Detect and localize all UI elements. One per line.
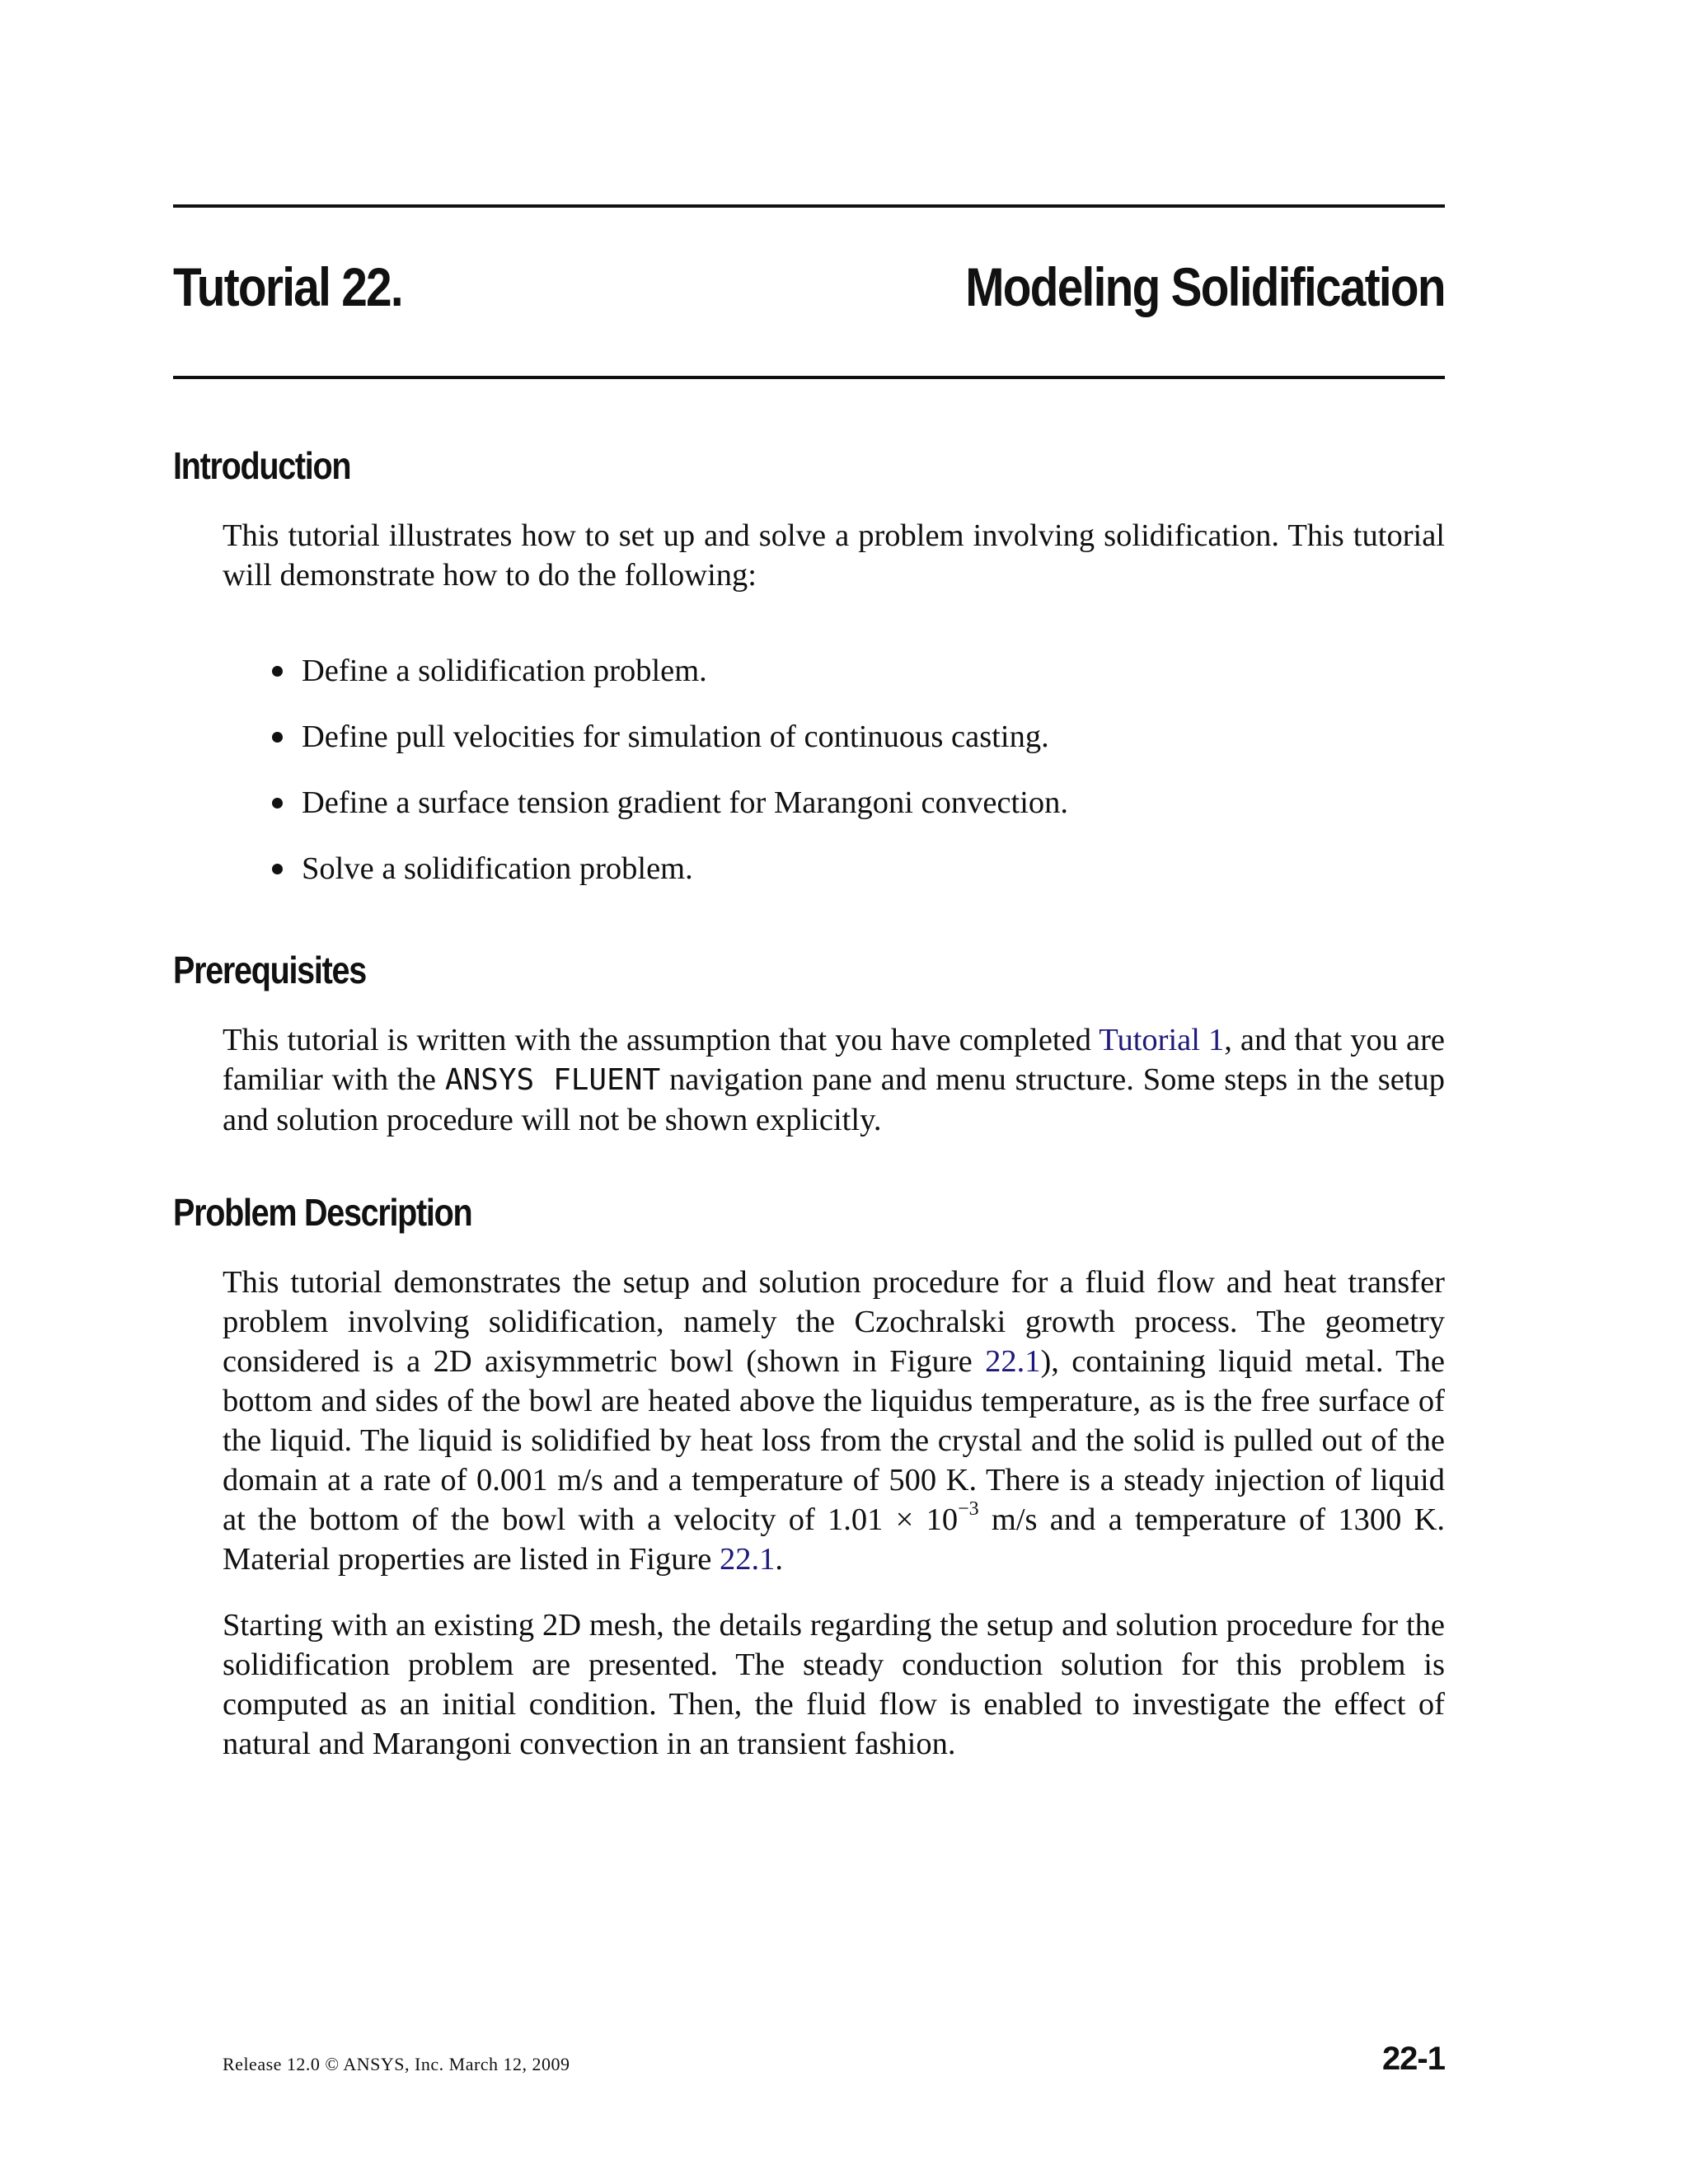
problem-description-paragraph-2: Starting with an existing 2D mesh, the details regarding the setup and solution procedure for the solidification problem are presented. The steady conduction solution for this problem is computed as an initial condition. Then, the fluid flow is enabled to investigate the effect of natural and Marangoni convection in an transient fashion. — [223, 1608, 1445, 1761]
page-number: 22-1 — [1381, 2041, 1445, 2077]
bullet-icon — [272, 798, 283, 808]
release-footer: Release 12.0 © ANSYS, Inc. March 12, 2009 — [223, 2054, 570, 2074]
bullet-icon — [272, 864, 283, 874]
problem-text-4: . — [775, 1542, 783, 1577]
exponent: −3 — [958, 1498, 979, 1521]
objectives-list — [265, 651, 1068, 915]
prereq-text-1: This tutorial is written with the assumption that you have completed — [223, 1023, 1100, 1057]
prerequisites-paragraph — [223, 1020, 1445, 1140]
problem-text-2: ), containing liquid metal. The bottom and sides of the bowl are heated above the liquidus temperature, as is the free surface of the liquid. The liquid is solidified by heat loss from the crystal and the solid is pulled out of the domain at a rate of 0.001 m/s and a temperature of 500 K. There is a steady injection of liquid at the bottom of the bowl with a velocity of 1.01 × 10 — [223, 1344, 1445, 1537]
bullet-icon — [272, 666, 283, 677]
bottom-rule — [173, 376, 1445, 379]
tutorial-1-link[interactable]: Tutorial 1 — [1099, 1023, 1225, 1057]
product-name: ANSYS FLUENT — [444, 1063, 661, 1097]
prerequisites-heading: Prerequisites — [173, 949, 366, 991]
figure-22-1-link[interactable]: 22.1 — [985, 1344, 1041, 1379]
list-item-text: Define a solidification problem. — [302, 654, 707, 688]
problem-description-paragraph-1 — [223, 1263, 1445, 1579]
introduction-paragraph: This tutorial illustrates how to set up and solve a problem involving solidification. This tutorial will demonstrate how to do the following: — [223, 518, 1445, 593]
problem-description-heading: Problem Description — [173, 1191, 472, 1234]
list-item — [265, 783, 1068, 823]
bullet-icon — [272, 732, 283, 743]
list-item — [265, 717, 1068, 757]
chapter-number: Tutorial 22. — [173, 256, 402, 317]
problem-text-3: m/s and a temperature of 1300 K. Material properties are listed in Figure — [223, 1502, 1445, 1577]
list-item-text: Define pull velocities for simulation of continuous casting. — [302, 719, 1049, 754]
figure-22-1-link-2[interactable]: 22.1 — [719, 1542, 776, 1577]
prereq-text-2: , and that you are familiar with the — [223, 1023, 1445, 1097]
chapter-title: Modeling Solidification — [965, 256, 1445, 317]
chapter-header — [173, 255, 1445, 318]
introduction-heading: Introduction — [173, 444, 351, 487]
top-rule — [173, 204, 1445, 208]
list-item-text: Solve a solidification problem. — [302, 851, 693, 886]
problem-text-1: This tutorial demonstrates the setup and solution procedure for a fluid flow and heat transfer problem involving solidification, namely the Czochralski growth process. The geometry considered is a 2D axisymmetric bowl (shown in Figure — [223, 1265, 1445, 1379]
list-item-text: Define a surface tension gradient for Marangoni convection. — [302, 785, 1069, 820]
list-item — [265, 651, 1068, 691]
list-item — [265, 849, 1068, 888]
prereq-text-3: navigation pane and menu structure. Some steps in the setup and solution procedure will not be shown explicitly. — [223, 1062, 1445, 1137]
